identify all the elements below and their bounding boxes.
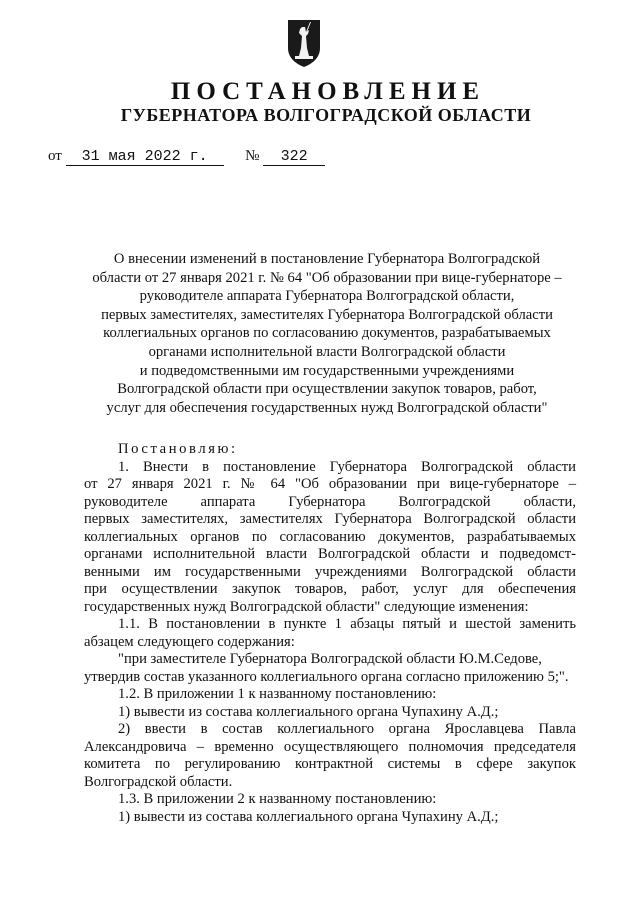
document-subject <box>68 250 586 417</box>
document-number: 322 <box>263 148 325 166</box>
document-issuer: ГУБЕРНАТОРА ВОЛГОГРАДСКОЙ ОБЛАСТИ <box>120 105 532 125</box>
body-line: государственных нужд Волгоградской области" следующие изменения: <box>84 598 529 615</box>
subject-line: и подведомственными им государственными учреждениями <box>139 362 515 379</box>
subject-line: первых заместителях, заместителях Губернатора Волгоградской области <box>101 306 553 323</box>
body-line: 1.3. В приложении 2 к названному постановлению: <box>118 791 437 807</box>
body-line: при осуществлении закупок товаров, работ, услуг для обеспечения <box>84 581 576 597</box>
body-line: "при заместителе Губернатора Волгоградской области Ю.М.Седове, <box>118 651 542 667</box>
subject-line: руководителе аппарата Губернатора Волгоградской области, <box>139 288 515 305</box>
dateline <box>48 148 325 166</box>
body-line: 2) ввести в состав коллегиального органа Ярославцева Павла <box>118 721 576 737</box>
body-line: 1) вывести из состава коллегиального органа Чупахину А.Д.; <box>118 808 499 825</box>
body-line: Волгоградской области. <box>84 773 233 790</box>
subject-line: органами исполнительной власти Волгоградской области <box>148 343 506 360</box>
body-line: венными им государственными учреждениями Волгоградской области <box>84 563 576 580</box>
body-line: утвердив состав указанного коллегиального органа согласно приложению 5;". <box>84 668 569 685</box>
subject-line: коллегиальных органов по согласованию документов, разрабатываемых <box>103 325 551 342</box>
subject-line: области от 27 января 2021 г. № 64 "Об образовании при вице-губернаторе – <box>92 269 562 286</box>
body-line: руководителе аппарата Губернатора Волгоградской области, <box>84 493 576 510</box>
subject-line: О внесении изменений в постановление Губернатора Волгоградской <box>113 251 541 267</box>
document-body <box>84 441 576 826</box>
decree-word: Постановляю: <box>118 441 238 457</box>
body-line: первых заместителях, заместителях Губернатора Волгоградской области <box>84 511 576 527</box>
document-date: 31 мая 2022 г. <box>66 148 224 166</box>
document-title: ПОСТАНОВЛЕНИЕ <box>170 78 486 105</box>
body-line: комитета по регулированию контрактной системы в сфере закупок <box>84 756 576 772</box>
body-line: 1.2. В приложении 1 к названному постановлению: <box>118 686 437 702</box>
date-from-label: от <box>48 148 62 164</box>
body-line: абзацем следующего содержания: <box>84 633 295 650</box>
body-line: коллегиальных органов по согласованию документов, разрабатываемых <box>84 528 576 545</box>
number-label: № <box>245 148 260 164</box>
body-line: от 27 января 2021 г. № 64 "Об образовании при вице-губернаторе – <box>84 476 576 492</box>
body-line: органами исполнительной власти Волгоградской области и подведомст- <box>84 546 576 562</box>
subject-line: Волгоградской области при осуществлении закупок товаров, работ, <box>117 381 537 398</box>
body-line: 1. Внести в постановление Губернатора Волгоградской области <box>118 458 576 475</box>
body-line: 1.1. В постановлении в пункте 1 абзацы пятый и шестой заменить <box>118 616 576 632</box>
subject-line: услуг для обеспечения государственных нужд Волгоградской области" <box>106 399 548 416</box>
body-line: 1) вывести из состава коллегиального органа Чупахину А.Д.; <box>118 703 499 720</box>
body-line: Александровича – временно осуществляющего полномочия председателя <box>84 738 576 755</box>
volgograd-emblem-icon <box>286 18 322 68</box>
